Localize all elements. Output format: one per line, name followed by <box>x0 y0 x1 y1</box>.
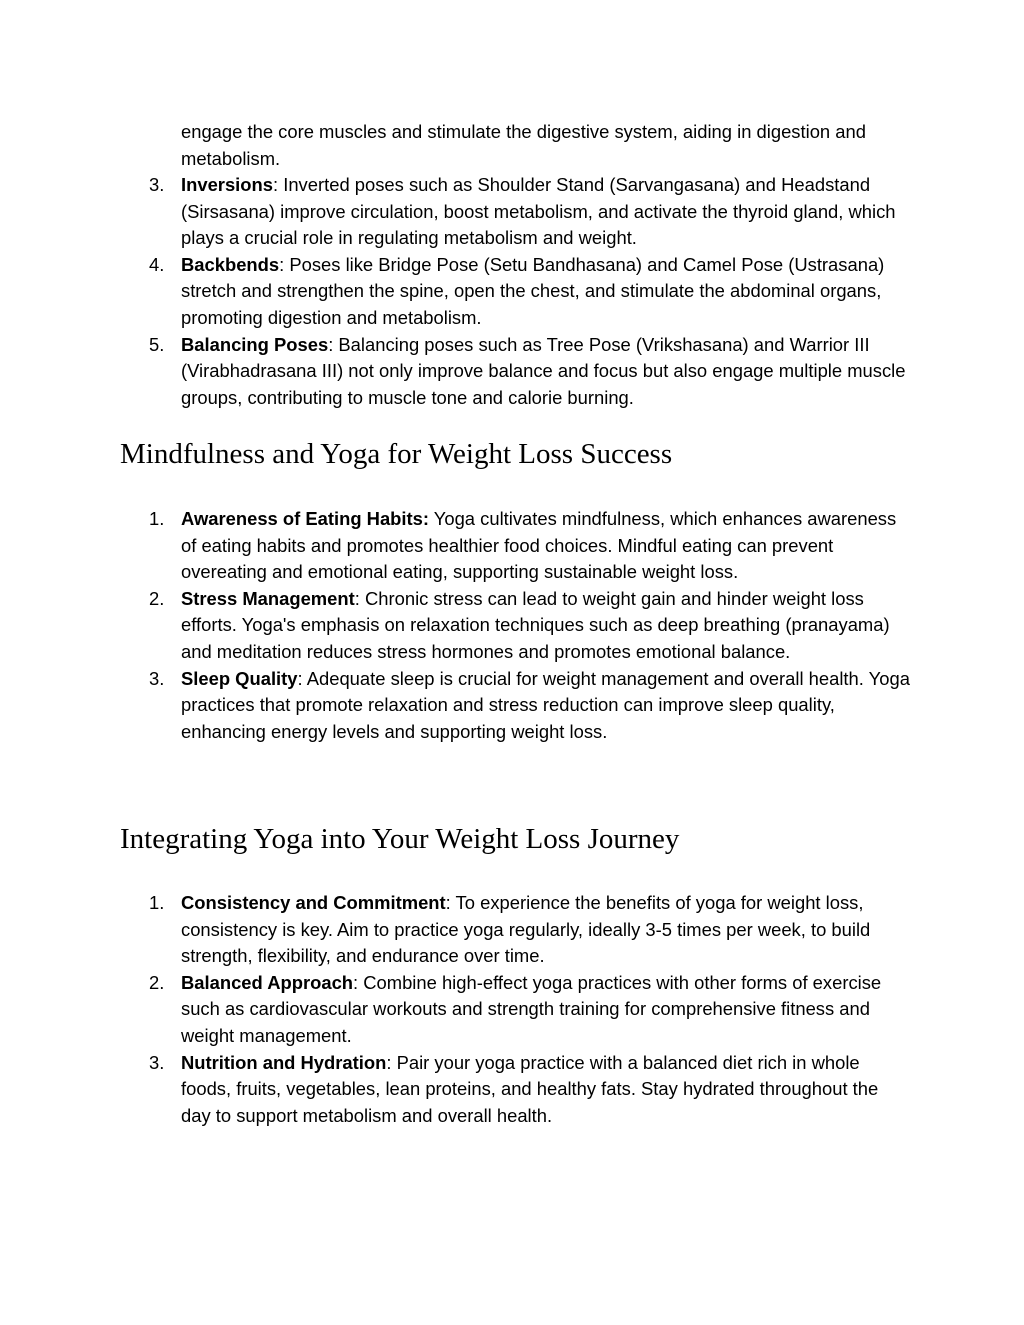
list-item-text: : Combine high-effect yoga practices with other forms of exercise such as cardiovascular workouts and strength training for comprehensive fitness and weight management. <box>181 971 882 1046</box>
list-item-backbends <box>120 252 910 332</box>
list-item-title: Consistency and Commitment <box>181 892 446 913</box>
list-item-text: : Inverted poses such as Shoulder Stand (Sarvangasana) and Headstand (Sirsasana) improve circulation, boost metabolism, and activate the thyroid gland, which plays a crucial role in regulating metabolism and weight. <box>181 174 896 249</box>
list-item-text: Yoga cultivates mindfulness, which enhances awareness of eating habits and promotes healthier food choices. Mindful eating can prevent overeating and emotional eating, supporting sustainable weight loss. <box>181 508 897 583</box>
list-item-title: Inversions <box>181 174 273 195</box>
list-item-inversions <box>120 172 910 252</box>
list-number: 4. <box>149 253 165 275</box>
list-number: 1. <box>149 892 165 913</box>
list-item-text: : To experience the benefits of yoga for weight loss, consistency is key. Aim to practice yoga regularly, ideally 3-5 times per week, to build strength, flexibility, and endurance over time. <box>181 892 871 967</box>
list-item-nutrition <box>120 1050 910 1130</box>
list-item-text: : Adequate sleep is crucial for weight management and overall health. Yoga practices that promote relaxation and stress reduction can improve sleep quality, enhancing energy levels and supporting weight loss. <box>181 667 910 742</box>
list-number: 3. <box>149 667 165 689</box>
integrating-list <box>120 890 910 1129</box>
list-item-title: Awareness of Eating Habits: <box>181 508 429 529</box>
list-item-title: Nutrition and Hydration <box>181 1051 387 1073</box>
list-item-awareness <box>120 506 910 586</box>
list-item-balancing-poses <box>120 332 910 412</box>
list-item-title: Stress Management <box>181 587 355 609</box>
list-number: 2. <box>149 587 165 609</box>
list-item-consistency <box>120 890 910 970</box>
yoga-poses-list <box>120 172 910 411</box>
section-heading-integrating: Integrating Yoga into Your Weight Loss Journey <box>120 823 680 855</box>
list-number: 2. <box>149 971 165 993</box>
list-number: 1. <box>149 508 165 529</box>
list-item-balanced-approach <box>120 970 910 1050</box>
list-item-text: : Balancing poses such as Tree Pose (Vrikshasana) and Warrior III (Virabhadrasana III) not only improve balance and focus but also engage multiple muscle groups, contributing to muscle tone and calorie burning. <box>181 333 906 408</box>
list-item-stress-management <box>120 586 910 666</box>
list-item-title: Backbends <box>181 253 280 275</box>
list-number: 3. <box>149 174 165 195</box>
mindfulness-list <box>120 506 910 745</box>
list-item-text: : Poses like Bridge Pose (Setu Bandhasana) and Camel Pose (Ustrasana) stretch and strengthen the spine, open the chest, and stimulate the abdominal organs, promoting digestion and metabolism. <box>181 253 885 328</box>
list-number: 3. <box>149 1051 165 1073</box>
list-item-text: : Pair your yoga practice with a balanced diet rich in whole foods, fruits, vegetables, lean proteins, and healthy fats. Stay hydrated throughout the day to support metabolism and overall health. <box>181 1051 879 1126</box>
list-number: 5. <box>149 333 165 355</box>
list-item-title: Balancing Poses <box>181 333 329 355</box>
section-heading-mindfulness: Mindfulness and Yoga for Weight Loss Success <box>120 438 673 470</box>
list-item-text: : Chronic stress can lead to weight gain and hinder weight loss efforts. Yoga's emphasis on relaxation techniques such as deep breathing (pranayama) and meditation reduces stress hormones and promotes emotional balance. <box>181 587 890 662</box>
list-item-sleep-quality <box>120 666 910 746</box>
list-item-title: Balanced Approach <box>181 971 354 993</box>
continued-list-text: engage the core muscles and stimulate the digestive system, aiding in digestion and metabolism. <box>181 121 866 169</box>
list-item-title: Sleep Quality <box>181 667 298 689</box>
